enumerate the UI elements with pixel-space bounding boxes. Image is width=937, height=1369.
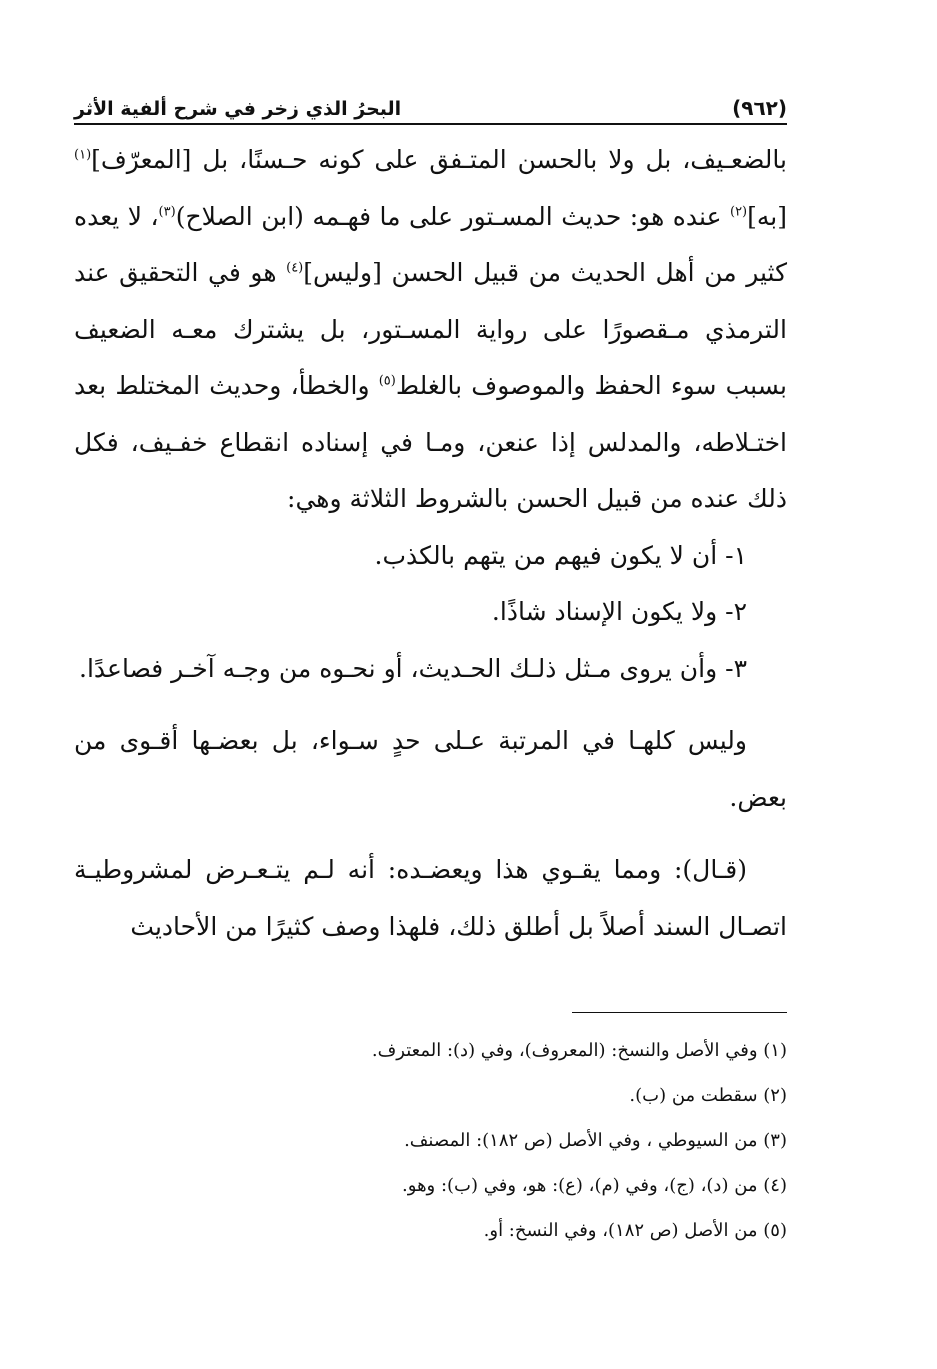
paragraph-3: (قـال): ومما يقـوي هذا ويعضـده: أنه لـم يتـعـرض لمشروطيـة اتصـال السند أصلاً بل أطلق ذلك، فلهذا وصف كثيرًا من الأحاديث: [74, 855, 787, 941]
footnote-5: (٥) من الأصل (ص ١٨٢)، وفي النسخ: أو.: [483, 1220, 787, 1241]
main-text: [74, 132, 787, 955]
list-item-1: ١- أن لا يكون فيهم من يتهم بالكذب.: [374, 540, 747, 570]
footnote-ref-2: (٢): [729, 204, 748, 220]
header-rule: [74, 123, 787, 125]
footnotes: [74, 1028, 787, 1253]
footnote-ref-5: (٥): [378, 373, 396, 389]
footnote-rule: [572, 1012, 787, 1013]
footnote-1: (١) وفي الأصل والنسخ: (المعروف)، وفي (د): المعترف.: [371, 1040, 787, 1061]
footnote-4: (٤) من (د)، (ج)، وفي (م)، (ع): هو، وفي (ب): وهو.: [402, 1175, 787, 1196]
footnote-3: (٣) من السيوطي ، وفي الأصل (ص ١٨٢): المصنف.: [404, 1130, 787, 1151]
paragraph-2: وليس كلهـا في المرتبة عـلى حدٍ سـواء، بل بعضـها أقـوى من بعض.: [74, 726, 787, 812]
footnote-ref-3: (٣): [158, 204, 176, 220]
list-item-3: ٣- وأن يروى مـثل ذلـك الحـديث، أو نحـوه من وجـه آخـر فصاعدًا.: [79, 653, 747, 683]
running-title: البحرُ الذي زخر في شرح ألفية الأثر: [74, 98, 402, 120]
footnote-ref-1: (١): [74, 147, 92, 163]
page-number: (٩٦٢): [732, 96, 787, 120]
footnote-2: (٢) سقطت من (ب).: [629, 1085, 787, 1106]
paragraph-1: بالضعـيف، بل ولا بالحسن المتـفق على كونه حـسنًا، بل [المعرّف]$^{(١)}$ [به]$^{(٢)}$ عنده هو: حديث المسـتور على ما فهـمه (ابن الصلاح)$^{(٣)}$، لا يعده كثير من أهل الحديث من قبيل الحسن [وليس]$^{(٤)}$ هو في التحقيق عند الترمذي مـقصورًا على رواية المسـتور، بل يشترك معـه الضعيف بسبب سوء الحفظ والموصوف بالغلط$^{(٥)}$ والخطأ، وحديث المختلط بعد اختـلاطه، والمدلس إذا عنعن، ومـا في إسناده انقطاع خفـيف، فكل ذلك عنده من قبيل الحسن بالشروط الثلاثة وهي:: [74, 145, 787, 513]
footnote-ref-4: (٤): [286, 260, 304, 276]
list-item-2: ٢- ولا يكون الإسناد شاذًا.: [491, 597, 747, 626]
running-header: [74, 84, 787, 120]
